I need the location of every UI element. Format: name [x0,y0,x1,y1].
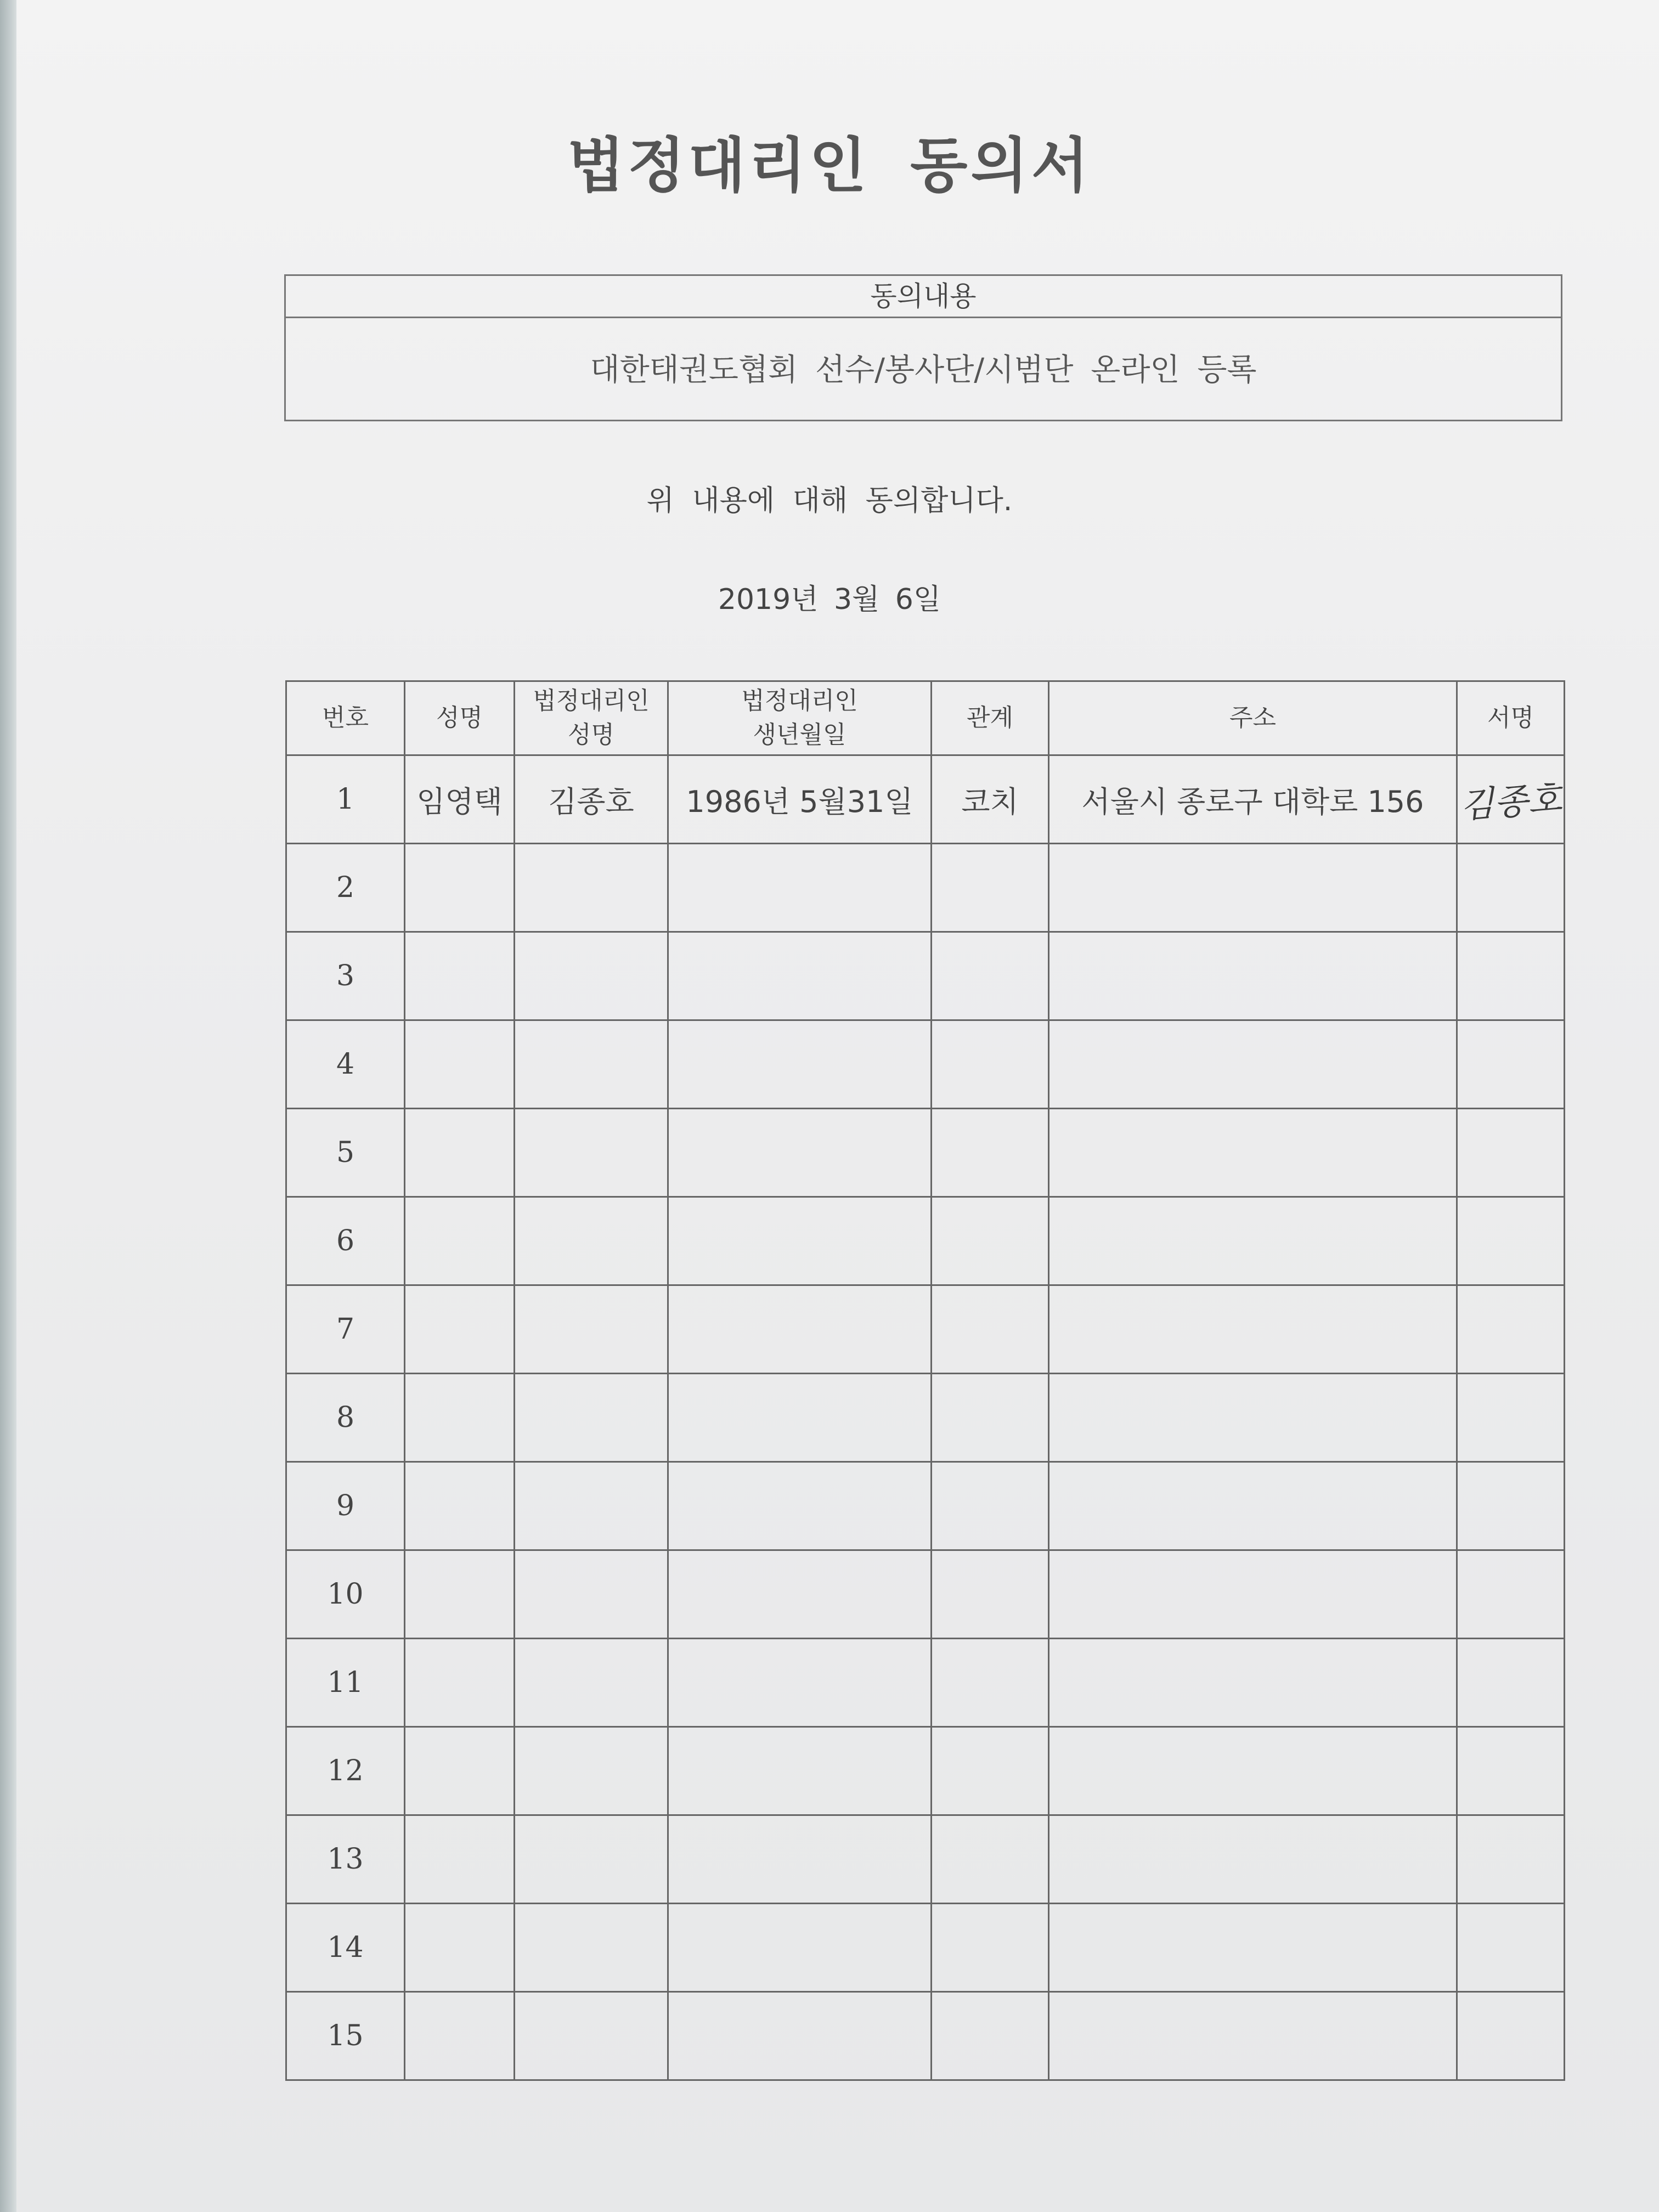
cell-num: 8 [286,1374,405,1462]
cell-birth [668,1020,932,1109]
table-row [286,1285,1565,1374]
cell-birth [668,1374,932,1462]
cell-name [405,1815,515,1904]
table-row [286,1109,1565,1197]
cell-relation [932,1904,1049,1992]
table-row [286,932,1565,1020]
cell-guardian [515,1904,668,1992]
cell-relation [932,844,1049,932]
header-guardian-name [515,681,668,755]
cell-relation [932,1462,1049,1550]
header-num: 번호 [286,681,405,755]
cell-guardian [515,1992,668,2080]
consent-header: 동의내용 [286,276,1561,318]
cell-signature [1457,1374,1565,1462]
cell-name [405,1992,515,2080]
cell-birth [668,1109,932,1197]
cell-birth [668,844,932,932]
cell-address [1049,1550,1457,1639]
header-signature: 서명 [1457,681,1565,755]
cell-birth [668,1904,932,1992]
cell-signature [1457,1550,1565,1639]
consent-box [284,274,1562,421]
cell-address [1049,1197,1457,1285]
cell-num: 15 [286,1992,405,2080]
agreement-statement: 위 내용에 대해 동의합니다. [646,484,1013,517]
cell-guardian: 김종호 [515,755,668,844]
cell-address [1049,1374,1457,1462]
table-row [286,1374,1565,1462]
cell-name [405,1374,515,1462]
cell-relation [932,1639,1049,1727]
cell-num: 12 [286,1727,405,1815]
cell-name [405,1020,515,1109]
cell-num: 7 [286,1285,405,1374]
cell-signature [1457,1285,1565,1374]
document-date: 2019년 3월 6일 [718,583,941,616]
cell-relation: 코치 [932,755,1049,844]
cell-address [1049,932,1457,1020]
cell-num: 3 [286,932,405,1020]
cell-birth: 1986년 5월31일 [668,755,932,844]
cell-guardian [515,1550,668,1639]
cell-relation [932,1992,1049,2080]
cell-relation [932,1727,1049,1815]
cell-name [405,1639,515,1727]
cell-relation [932,1374,1049,1462]
cell-num: 10 [286,1550,405,1639]
cell-address [1049,1904,1457,1992]
cell-name [405,1109,515,1197]
cell-relation [932,1285,1049,1374]
table-row [286,1815,1565,1904]
cell-name [405,932,515,1020]
cell-guardian [515,1374,668,1462]
cell-birth [668,1815,932,1904]
cell-signature [1457,755,1565,844]
cell-signature [1457,1109,1565,1197]
cell-birth [668,1285,932,1374]
consent-body: 대한태권도협회 선수/봉사단/시범단 온라인 등록 [590,352,1257,388]
cell-signature [1457,844,1565,932]
cell-address [1049,1020,1457,1109]
cell-name [405,1462,515,1550]
cell-name [405,1727,515,1815]
cell-guardian [515,1109,668,1197]
cell-num: 9 [286,1462,405,1550]
cell-guardian [515,844,668,932]
cell-signature [1457,932,1565,1020]
table-row [286,755,1565,844]
cell-name [405,1550,515,1639]
header-name: 성명 [405,681,515,755]
table-row [286,1462,1565,1550]
cell-num: 1 [286,755,405,844]
cell-guardian [515,1197,668,1285]
cell-birth [668,1197,932,1285]
cell-address [1049,1815,1457,1904]
cell-signature [1457,1727,1565,1815]
cell-guardian [515,1020,668,1109]
cell-address [1049,1109,1457,1197]
cell-birth [668,1727,932,1815]
cell-birth [668,932,932,1020]
cell-num: 5 [286,1109,405,1197]
header-relation: 관계 [932,681,1049,755]
cell-birth [668,1992,932,2080]
cell-guardian [515,1285,668,1374]
table-row [286,1550,1565,1639]
cell-name: 임영택 [405,755,515,844]
cell-guardian [515,1815,668,1904]
cell-num: 2 [286,844,405,932]
header-guardian-name-line2: 성명 [567,721,614,749]
header-guardian-birth-line2: 생년월일 [753,721,847,749]
cell-relation [932,932,1049,1020]
cell-signature [1457,1639,1565,1727]
cell-address: 서울시 종로구 대학로 156 [1049,755,1457,844]
guardian-table [285,680,1565,2081]
header-guardian-name-line1: 법정대리인 [533,687,650,715]
cell-num: 14 [286,1904,405,1992]
cell-num: 6 [286,1197,405,1285]
table-header-row [286,681,1565,755]
cell-relation [932,1020,1049,1109]
cell-guardian [515,1462,668,1550]
cell-num: 13 [286,1815,405,1904]
table-row [286,1020,1565,1109]
cell-address [1049,1462,1457,1550]
cell-address [1049,1639,1457,1727]
document-title: 법정대리인 동의서 [567,132,1092,200]
cell-name [405,1904,515,1992]
handwritten-signature: 김종호 [1458,778,1564,827]
cell-address [1049,1285,1457,1374]
cell-name [405,1285,515,1374]
cell-guardian [515,1727,668,1815]
table-row [286,1727,1565,1815]
cell-birth [668,1462,932,1550]
table-row [286,844,1565,932]
table-row [286,1639,1565,1727]
cell-signature [1457,1815,1565,1904]
cell-signature [1457,1020,1565,1109]
cell-birth [668,1550,932,1639]
table-row [286,1904,1565,1992]
cell-relation [932,1197,1049,1285]
header-address: 주소 [1049,681,1457,755]
cell-signature [1457,1197,1565,1285]
cell-signature [1457,1992,1565,2080]
cell-guardian [515,1639,668,1727]
cell-name [405,844,515,932]
cell-relation [932,1815,1049,1904]
cell-relation [932,1550,1049,1639]
table-row [286,1197,1565,1285]
cell-birth [668,1639,932,1727]
table-row [286,1992,1565,2080]
cell-signature [1457,1462,1565,1550]
header-guardian-birth-line1: 법정대리인 [741,687,858,715]
cell-signature [1457,1904,1565,1992]
cell-address [1049,1727,1457,1815]
cell-guardian [515,932,668,1020]
cell-num: 4 [286,1020,405,1109]
header-guardian-birth [668,681,932,755]
cell-relation [932,1109,1049,1197]
cell-num: 11 [286,1639,405,1727]
cell-address [1049,1992,1457,2080]
cell-address [1049,844,1457,932]
cell-name [405,1197,515,1285]
background-surface [0,0,19,2212]
